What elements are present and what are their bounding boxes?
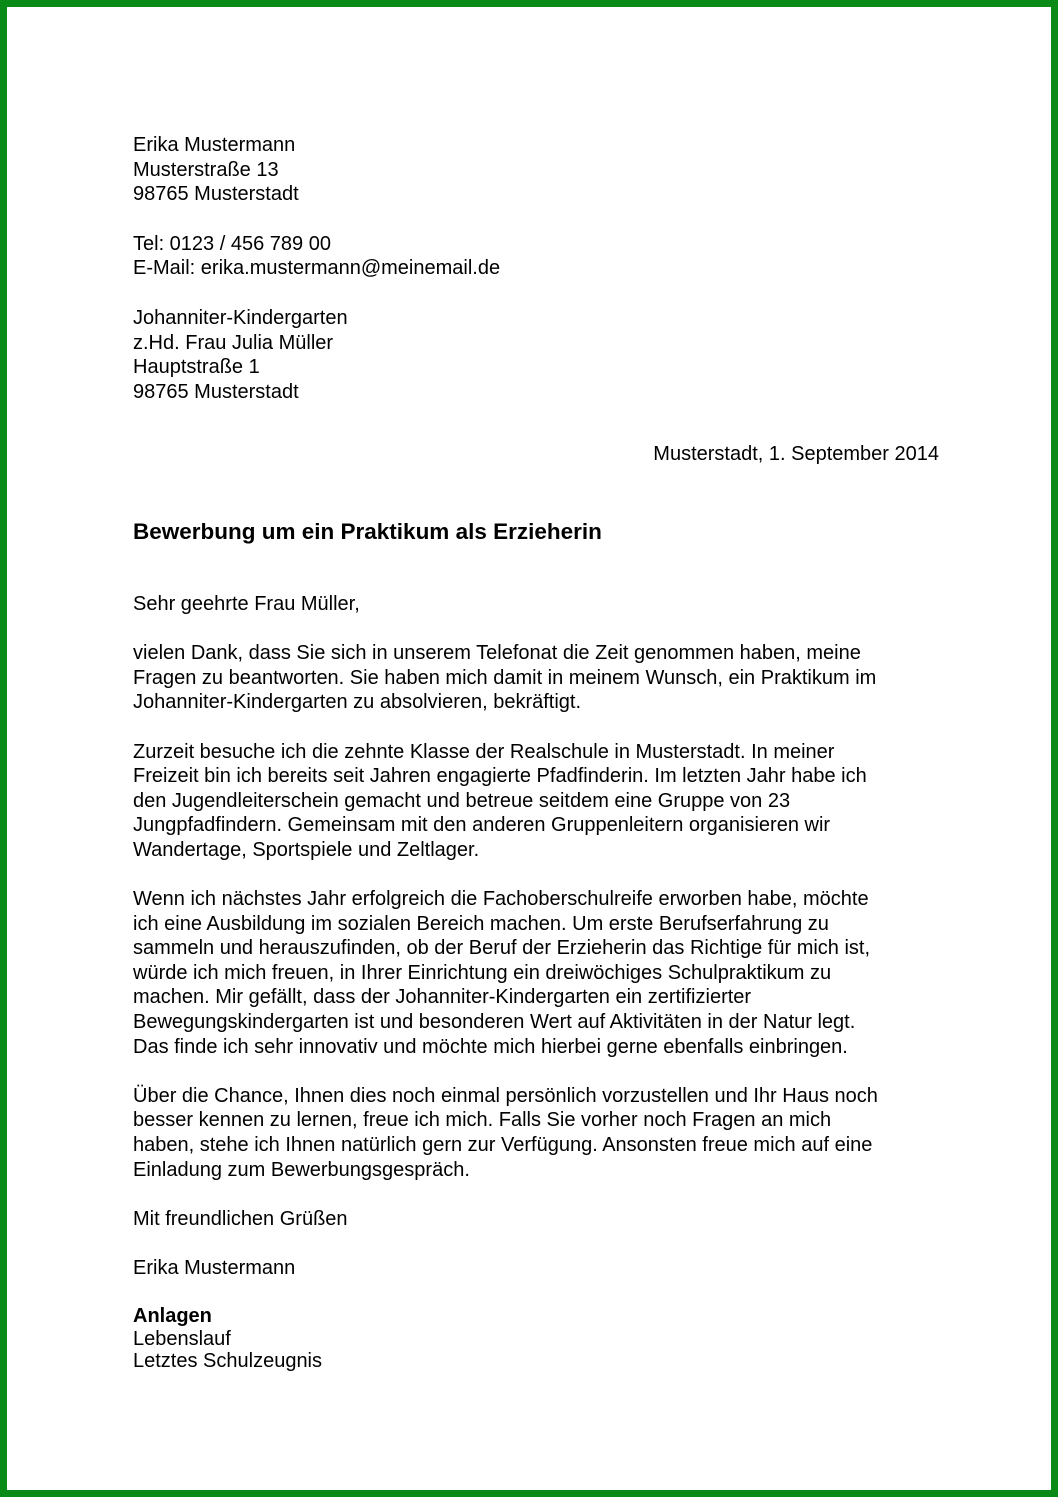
letter-subject: Bewerbung um ein Praktikum als Erzieherin: [133, 518, 602, 544]
text-line: würde ich mich freuen, in Ihrer Einrichtung ein dreiwöchiges Schulpraktikum zu: [133, 961, 832, 984]
attachment-item: Letztes Schulzeugnis: [133, 1350, 323, 1373]
paragraph-2: [133, 740, 943, 863]
recipient-attn: z.Hd. Frau Julia Müller: [133, 331, 334, 354]
letter-body: [133, 133, 943, 1373]
paragraph-4: [133, 1084, 943, 1182]
closing: Mit freundlichen Grüßen: [133, 1207, 348, 1230]
recipient-city: 98765 Musterstadt: [133, 380, 299, 403]
text-line: Über die Chance, Ihnen dies noch einmal persönlich vorzustellen und Ihr Haus noch: [133, 1084, 878, 1107]
text-line: Einladung zum Bewerbungsgespräch.: [133, 1158, 470, 1181]
sender-email: E-Mail: erika.mustermann@meinemail.de: [133, 257, 501, 280]
recipient-street: Hauptstraße 1: [133, 356, 260, 379]
text-line: sammeln und herauszufinden, ob der Beruf der Erzieherin das Richtige für mich ist,: [133, 937, 871, 960]
text-line: Fragen zu beantworten. Sie haben mich damit in meinem Wunsch, ein Praktikum im: [133, 666, 877, 689]
paragraph-3: [133, 887, 943, 1059]
attachments: [133, 1305, 943, 1373]
text-line: ich eine Ausbildung im sozialen Bereich machen. Um erste Berufserfahrung zu: [133, 912, 829, 935]
sender-address: [133, 133, 943, 207]
letter-date: Musterstadt, 1. September 2014: [653, 443, 939, 466]
paragraph-1: [133, 641, 943, 715]
text-line: besser kennen zu lernen, freue ich mich. Falls Sie vorher noch Fragen an mich: [133, 1109, 832, 1132]
sender-city: 98765 Musterstadt: [133, 183, 299, 206]
text-line: machen. Mir gefällt, dass der Johanniter-Kindergarten ein zertifizierter: [133, 986, 752, 1009]
sender-name: Erika Mustermann: [133, 134, 296, 156]
text-line: Johanniter-Kindergarten zu absolvieren, bekräftigt.: [133, 691, 582, 714]
signature: Erika Mustermann: [133, 1256, 296, 1279]
salutation: Sehr geehrte Frau Müller,: [133, 592, 360, 615]
sender-phone: Tel: 0123 / 456 789 00: [133, 232, 331, 255]
text-line: Freizeit bin ich bereits seit Jahren engagierte Pfadfinderin. Im letzten Jahr habe ich: [133, 765, 867, 788]
text-line: Bewegungskindergarten ist und besonderen Wert auf Aktivitäten in der Natur legt.: [133, 1011, 856, 1034]
text-line: Jungpfadfindern. Gemeinsam mit den anderen Gruppenleitern organisieren wir: [133, 814, 831, 837]
attachment-item: Lebenslauf: [133, 1327, 231, 1350]
recipient-address: [133, 306, 943, 404]
sender-street: Musterstraße 13: [133, 158, 279, 181]
text-line: Zurzeit besuche ich die zehnte Klasse der Realschule in Musterstadt. In meiner: [133, 740, 835, 763]
text-line: vielen Dank, dass Sie sich in unserem Telefonat die Zeit genommen haben, meine: [133, 642, 861, 665]
text-line: Wandertage, Sportspiele und Zeltlager.: [133, 838, 480, 861]
sender-contact: [133, 232, 943, 281]
text-line: den Jugendleiterschein gemacht und betreue seitdem eine Gruppe von 23: [133, 789, 791, 812]
text-line: haben, stehe ich Ihnen natürlich gern zur Verfügung. Ansonsten freue mich auf eine: [133, 1134, 873, 1156]
text-line: Das finde ich sehr innovativ und möchte mich hierbei gerne ebenfalls einbringen.: [133, 1035, 848, 1058]
text-line: Wenn ich nächstes Jahr erfolgreich die Fachoberschulreife erworben habe, möchte: [133, 888, 869, 911]
attachments-title: Anlagen: [133, 1305, 212, 1328]
recipient-org: Johanniter-Kindergarten: [133, 306, 348, 329]
